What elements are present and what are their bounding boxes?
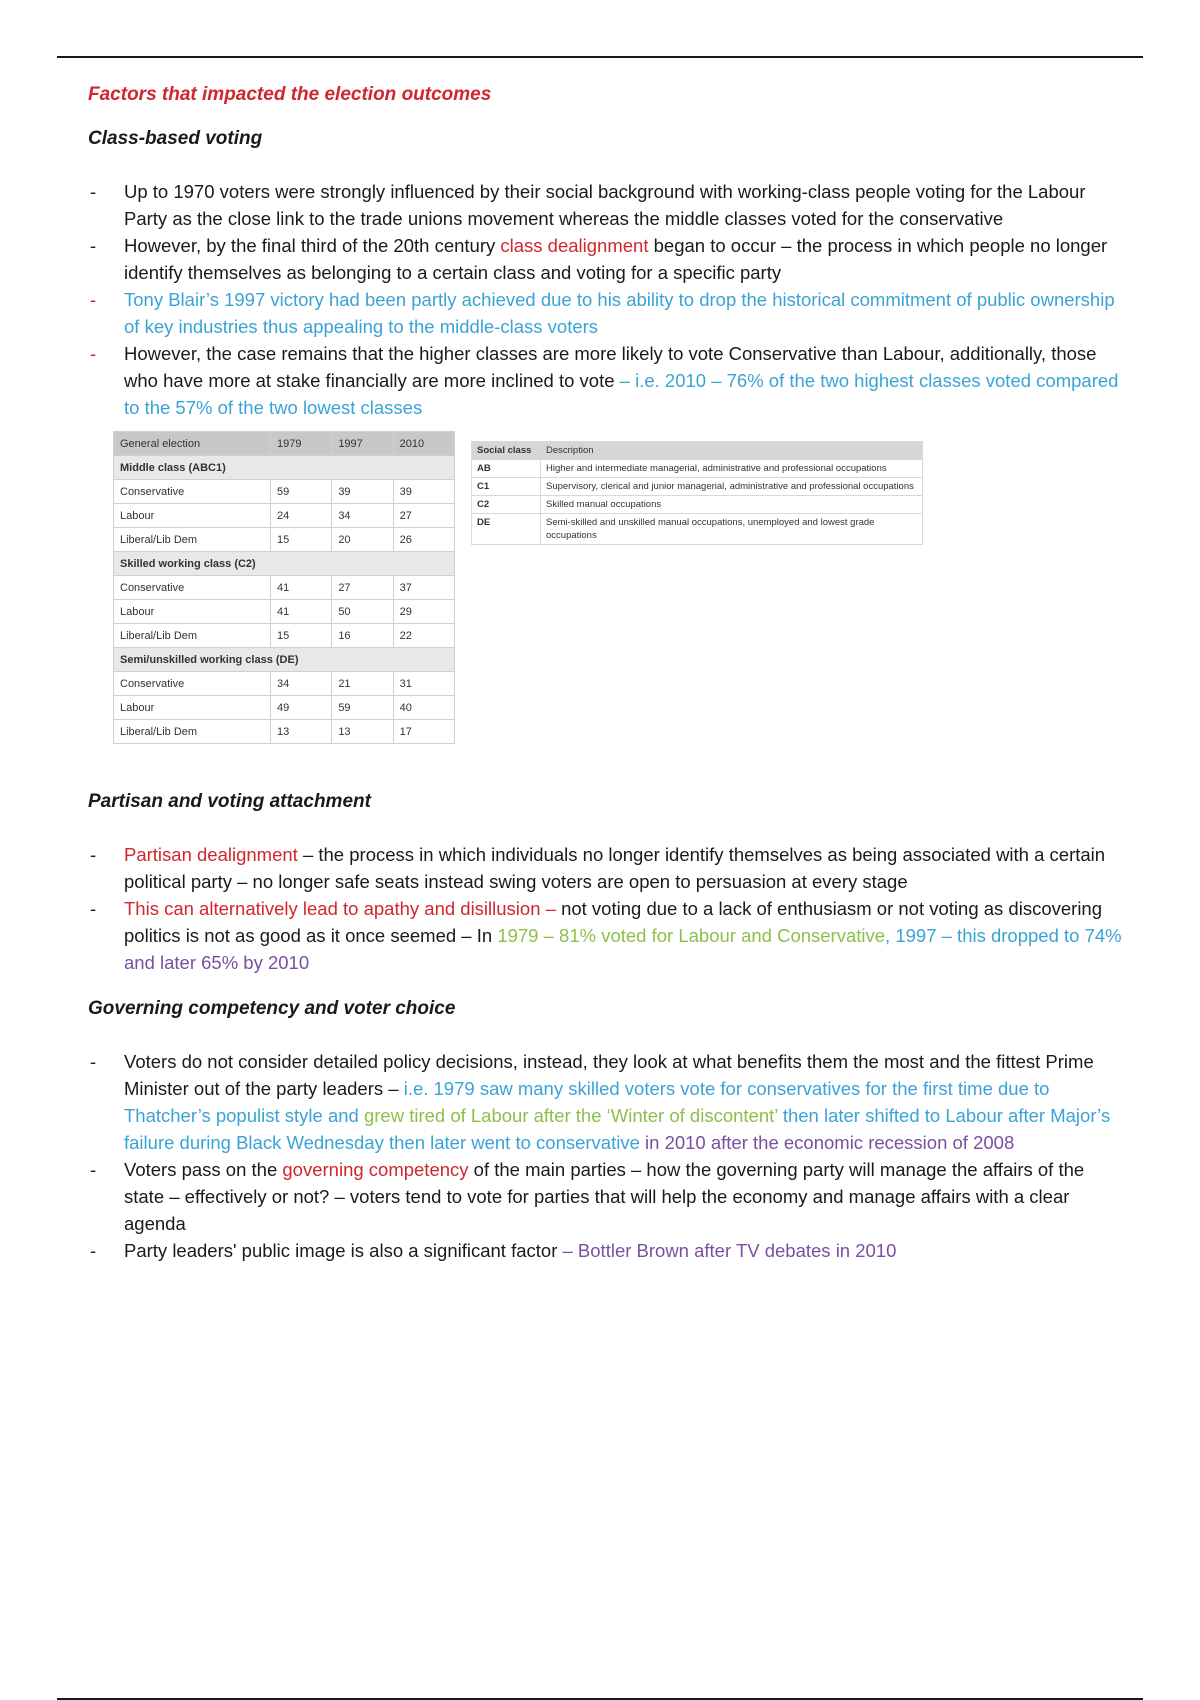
table-row (114, 672, 455, 696)
value-cell: 26 (393, 528, 454, 552)
table-row (114, 576, 455, 600)
bullet-dash: - (90, 1159, 97, 1180)
table-group-row (114, 648, 455, 672)
social-class-table (471, 441, 923, 545)
list-item: - However, the case remains that the higher classes are more likely to vote Conservative than Labour, additionally, those who have more at stake financially are more inclined to vote – i.e. 2010 – 76% of the two highest classes voted compared to the 57% of the two lowest classes (88, 340, 1128, 421)
table-header-cell: General election (114, 432, 271, 456)
value-cell: 59 (332, 696, 393, 720)
list-item: - Voters do not consider detailed policy decisions, instead, they look at what benefits them the most and the fittest Prime Minister out of the party leaders – i.e. 1979 saw many skilled voters vote for conservatives for the first time due to Thatcher’s populist style and grew tired of Labour after the ‘Winter of discontent’ then later shifted to Labour after Major’s failure during Black Wednesday then later went to conservative in 2010 after the economic recession of 2008 (88, 1048, 1128, 1156)
party-cell: Conservative (114, 672, 271, 696)
bullet-dash: - (90, 844, 97, 865)
value-cell: 20 (332, 528, 393, 552)
value-cell: 50 (332, 600, 393, 624)
list-item: - Tony Blair’s 1997 victory had been partly achieved due to his ability to drop the historical commitment of public ownership of key industries thus appealing to the middle-class voters (88, 286, 1128, 340)
group-label: Skilled working class (C2) (114, 552, 455, 576)
class-description-cell: Skilled manual occupations (541, 496, 923, 514)
section-heading-class-voting: Class-based voting (88, 128, 263, 149)
party-cell: Liberal/Lib Dem (114, 528, 271, 552)
list-item: - However, by the final third of the 20th century class dealignment began to occur – the process in which people no longer identify themselves as belonging to a certain class and voting for a specific party (88, 232, 1128, 286)
election-results-table (113, 431, 455, 744)
bullet-dash: - (90, 1240, 97, 1261)
bullet-dash: - (90, 1051, 97, 1072)
class-code-cell: DE (472, 514, 541, 545)
party-cell: Conservative (114, 480, 271, 504)
table-group-row (114, 456, 455, 480)
bullet-dash: - (90, 343, 97, 364)
party-cell: Labour (114, 504, 271, 528)
term-class-dealignment: class dealignment (500, 235, 649, 256)
table-header-row (114, 432, 455, 456)
class-description-cell: Semi-skilled and unskilled manual occupations, unemployed and lowest grade occupations (541, 514, 923, 545)
bullet-dash: - (90, 235, 97, 256)
class-code-cell: C1 (472, 478, 541, 496)
class-voting-list (88, 178, 1128, 421)
value-cell: 15 (270, 528, 331, 552)
table-row (114, 504, 455, 528)
value-cell: 34 (270, 672, 331, 696)
table-header-cell: 1979 (270, 432, 331, 456)
value-cell: 49 (270, 696, 331, 720)
table-row (114, 480, 455, 504)
party-cell: Labour (114, 696, 271, 720)
table-row (472, 514, 923, 545)
table-row (114, 528, 455, 552)
group-label: Middle class (ABC1) (114, 456, 455, 480)
table-row (472, 460, 923, 478)
table-row (472, 478, 923, 496)
party-cell: Labour (114, 600, 271, 624)
value-cell: 15 (270, 624, 331, 648)
document-body (88, 80, 1128, 1264)
table-header-row (472, 442, 923, 460)
table-row (114, 696, 455, 720)
class-description-cell: Supervisory, clerical and junior managerial, administrative and professional occupations (541, 478, 923, 496)
value-cell: 41 (270, 600, 331, 624)
value-cell: 27 (332, 576, 393, 600)
value-cell: 59 (270, 480, 331, 504)
table-row (114, 600, 455, 624)
value-cell: 31 (393, 672, 454, 696)
partisan-list (88, 841, 1128, 976)
list-item: - Party leaders' public image is also a significant factor – Bottler Brown after TV debates in 2010 (88, 1237, 1128, 1264)
value-cell: 16 (332, 624, 393, 648)
party-cell: Liberal/Lib Dem (114, 720, 271, 744)
table-header-cell: Social class (472, 442, 541, 460)
section-heading-competency: Governing competency and voter choice (88, 998, 456, 1019)
table-header-cell: 1997 (332, 432, 393, 456)
bullet-dash: - (90, 181, 97, 202)
group-label: Semi/unskilled working class (DE) (114, 648, 455, 672)
bullet-dash: - (90, 289, 97, 310)
list-item: - Up to 1970 voters were strongly influenced by their social background with working-class people voting for the Labour Party as the close link to the trade unions movement whereas the middle classes voted for the conservative (88, 178, 1128, 232)
class-code-cell: C2 (472, 496, 541, 514)
value-cell: 13 (332, 720, 393, 744)
value-cell: 24 (270, 504, 331, 528)
list-item: - Voters pass on the governing competency of the main parties – how the governing party will manage the affairs of the state – effectively or not? – voters tend to vote for parties that will help the economy and manage affairs with a clear agenda (88, 1156, 1128, 1237)
value-cell: 37 (393, 576, 454, 600)
value-cell: 39 (393, 480, 454, 504)
class-description-cell: Higher and intermediate managerial, administrative and professional occupations (541, 460, 923, 478)
page-title: Factors that impacted the election outcomes (88, 84, 492, 105)
top-rule (57, 56, 1143, 58)
value-cell: 34 (332, 504, 393, 528)
tables-area (88, 431, 1128, 761)
section-heading-partisan: Partisan and voting attachment (88, 791, 371, 812)
bullet-dash: - (90, 898, 97, 919)
value-cell: 40 (393, 696, 454, 720)
table-header-cell: Description (541, 442, 923, 460)
value-cell: 27 (393, 504, 454, 528)
value-cell: 13 (270, 720, 331, 744)
party-cell: Liberal/Lib Dem (114, 624, 271, 648)
list-item: - This can alternatively lead to apathy and disillusion – not voting due to a lack of enthusiasm or not voting as discovering politics is not as good as it once seemed – In 1979 – 81% voted for Labour and Conservative, 1997 – this dropped to 74% and later 65% by 2010 (88, 895, 1128, 976)
table-row (472, 496, 923, 514)
term-partisan-dealignment: Partisan dealignment (124, 844, 298, 865)
value-cell: 29 (393, 600, 454, 624)
party-cell: Conservative (114, 576, 271, 600)
table-row (114, 624, 455, 648)
value-cell: 39 (332, 480, 393, 504)
table-group-row (114, 552, 455, 576)
value-cell: 41 (270, 576, 331, 600)
term-governing-competency: governing competency (282, 1159, 469, 1180)
value-cell: 17 (393, 720, 454, 744)
table-row (114, 720, 455, 744)
value-cell: 21 (332, 672, 393, 696)
class-code-cell: AB (472, 460, 541, 478)
list-item: - Partisan dealignment – the process in which individuals no longer identify themselves as being associated with a certain political party – no longer safe seats instead swing voters are open to persuasion at every stage (88, 841, 1128, 895)
table-header-cell: 2010 (393, 432, 454, 456)
competency-list (88, 1048, 1128, 1264)
value-cell: 22 (393, 624, 454, 648)
